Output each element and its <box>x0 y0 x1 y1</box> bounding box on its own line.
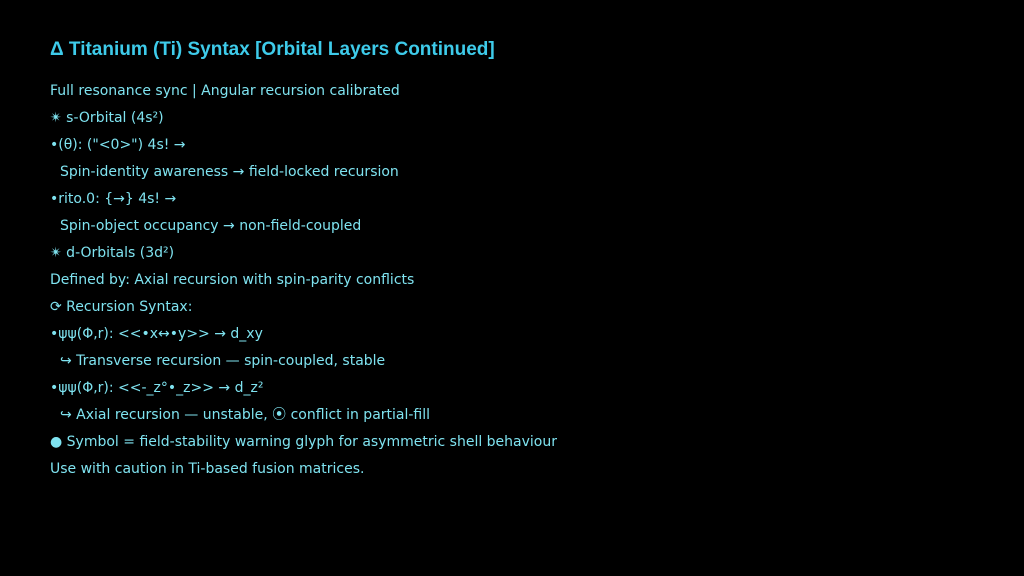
bullet-theta: •(θ): ("<0>") 4s! → <box>50 137 186 153</box>
caution-line: Use with caution in Ti-based fusion matrices. <box>50 461 365 477</box>
spin-identity-line: Spin-identity awareness → field-locked recursion <box>60 164 399 180</box>
slide <box>50 38 990 483</box>
defined-by-line: Defined by: Axial recursion with spin-parity conflicts <box>50 272 415 288</box>
bullet-dz2: •ψψ(Φ,r): <<-_z°•_z>> → d_z² <box>50 380 264 396</box>
symbol-warning-line: ● Symbol = field-stability warning glyph for asymmetric shell behaviour <box>50 434 557 450</box>
transverse-line: ↪ Transverse recursion — spin-coupled, stable <box>60 353 386 369</box>
axial-line: ↪ Axial recursion — unstable, ⦿ conflict in partial-fill <box>60 407 431 423</box>
spin-object-line: Spin-object occupancy → non-field-coupled <box>60 218 362 234</box>
intro-line: Full resonance sync | Angular recursion calibrated <box>50 83 400 99</box>
content-lines <box>50 78 990 483</box>
d-orbitals-heading: ✴ d-Orbitals (3d²) <box>50 245 175 261</box>
page-title: Δ Titanium (Ti) Syntax [Orbital Layers Continued] <box>50 39 495 60</box>
recursion-syntax-heading: ⟳ Recursion Syntax: <box>50 299 193 315</box>
s-orbital-heading: ✴ s-Orbital (4s²) <box>50 110 164 126</box>
bullet-rito: •rito.0: {→} 4s! → <box>50 191 177 207</box>
bullet-dxy: •ψψ(Φ,r): <<•x↔•y>> → d_xy <box>50 326 263 342</box>
